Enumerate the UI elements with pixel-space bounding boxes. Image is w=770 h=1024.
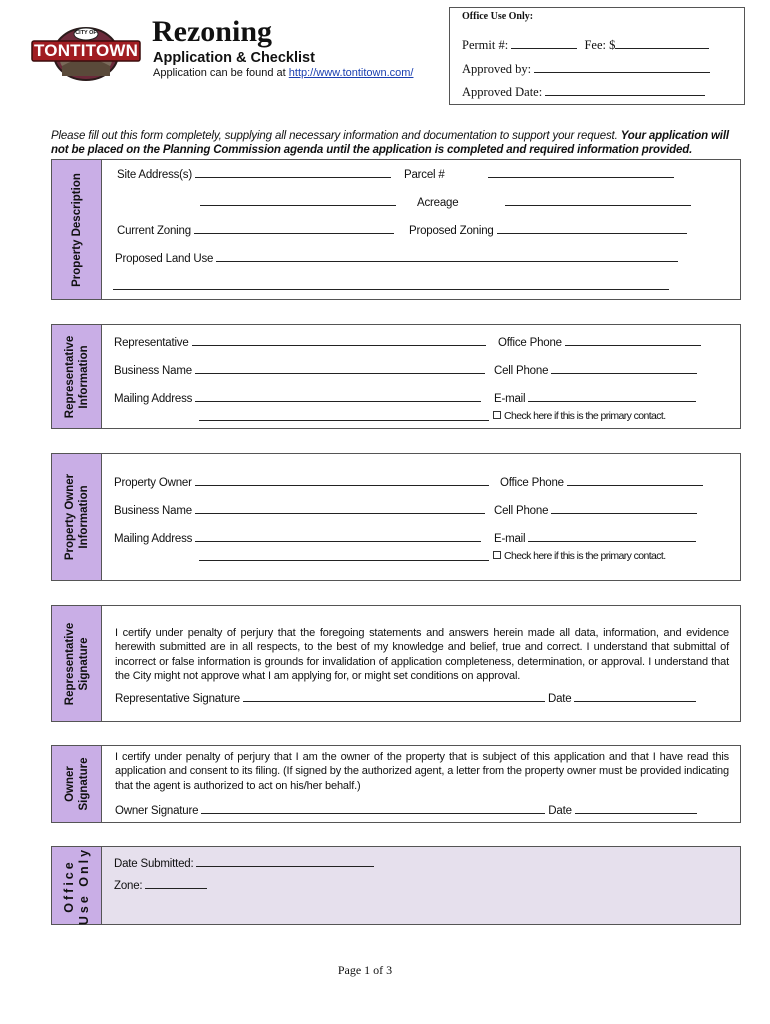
representative-mailing-row (114, 390, 481, 405)
permit-field[interactable] (511, 37, 577, 49)
property-description-tab (52, 160, 102, 299)
office-use-tab-line1: Office (61, 858, 76, 913)
representative-mailing-label: Mailing Address (114, 393, 193, 405)
approved-date-field[interactable] (545, 84, 705, 96)
zone-field[interactable] (145, 877, 207, 889)
fee-label: Fee: $ (584, 38, 616, 52)
representative-business-row (114, 362, 485, 377)
owner-tab-label (63, 474, 91, 560)
owner-office-phone-label: Office Phone (500, 477, 564, 489)
owner-certification-text: I certify under penalty of perjury that I am the owner of the property that is subject of this application and that I have read this application and consent to its filing. (If signed by the authorized agent, a letter from the property owner must be provided indicating that the agent is authorized to act on his/her behalf.) (115, 751, 729, 792)
website-link[interactable]: http://www.tontitown.com/ (288, 67, 414, 79)
representative-mailing-continued-field[interactable] (199, 409, 489, 421)
owner-mailing-continued-field[interactable] (199, 549, 489, 561)
owner-primary-contact[interactable] (493, 550, 666, 562)
office-use-tab-label (62, 846, 92, 924)
owner-signature-tab-line1: Owner (63, 766, 76, 802)
office-use-box (449, 7, 745, 105)
office-use-tab-line2: Use Only (76, 846, 91, 925)
representative-office-phone-label: Office Phone (498, 337, 562, 349)
owner-signature-tab-label (63, 757, 91, 810)
owner-cell-phone-label: Cell Phone (494, 505, 549, 517)
owner-tab-line1: Property Owner (63, 473, 76, 561)
owner-email-field[interactable] (528, 530, 696, 542)
current-zoning-row (117, 222, 394, 237)
application-location (153, 67, 413, 79)
representative-tab-line1: Representative (63, 335, 76, 418)
representative-date-field[interactable] (574, 690, 696, 702)
representative-section (51, 324, 741, 429)
representative-signature-tab-label (63, 622, 91, 704)
acreage-row (200, 194, 691, 209)
site-address-field[interactable] (195, 166, 391, 178)
acreage-label: Acreage (417, 197, 459, 209)
current-zoning-field[interactable] (194, 222, 394, 234)
page-number: Page 1 of 3 (337, 963, 393, 977)
proposed-zoning-row (409, 222, 687, 237)
representative-cell-phone-row (494, 362, 697, 377)
representative-tab-line2: Information (77, 344, 90, 409)
site-address-row (117, 166, 391, 181)
representative-business-label: Business Name (114, 365, 192, 377)
owner-cell-phone-field[interactable] (551, 502, 697, 514)
page-subtitle: Application & Checklist (153, 50, 315, 66)
representative-cell-phone-field[interactable] (551, 362, 697, 374)
owner-tab (52, 454, 102, 580)
owner-name-field[interactable] (195, 474, 489, 486)
representative-email-field[interactable] (528, 390, 696, 402)
representative-cell-phone-label: Cell Phone (494, 365, 549, 377)
owner-email-label: E-mail (494, 533, 526, 545)
owner-signature-tab (52, 746, 102, 822)
representative-signature-field[interactable] (243, 690, 545, 702)
owner-mailing-field[interactable] (195, 530, 481, 542)
representative-signature-section (51, 605, 741, 722)
owner-signature-row (115, 802, 697, 817)
date-submitted-label: Date Submitted: (114, 858, 194, 870)
zone-label: Zone: (114, 880, 143, 892)
owner-date-label: Date (548, 805, 572, 817)
zone-row (114, 877, 207, 892)
permit-label: Permit #: (462, 38, 509, 52)
office-use-tab (52, 847, 102, 924)
representative-name-field[interactable] (192, 334, 486, 346)
owner-cell-phone-row (494, 502, 697, 517)
parcel-field[interactable] (488, 166, 674, 178)
instructions-text: Please fill out this form completely, supplying all necessary information and documentation to support your request. (51, 130, 621, 142)
representative-name-label: Representative (114, 337, 189, 349)
approved-date-label: Approved Date: (462, 85, 543, 99)
representative-mailing-field[interactable] (195, 390, 481, 402)
logo-small-text: CITY OF (75, 30, 97, 36)
date-submitted-field[interactable] (196, 855, 374, 867)
permit-fee-row (462, 37, 709, 53)
representative-tab-label (63, 335, 91, 417)
proposed-zoning-label: Proposed Zoning (409, 225, 494, 237)
owner-business-label: Business Name (114, 505, 192, 517)
approved-by-label: Approved by: (462, 62, 532, 76)
owner-signature-label: Owner Signature (115, 805, 199, 817)
owner-section (51, 453, 741, 581)
representative-office-phone-field[interactable] (565, 334, 701, 346)
owner-name-label: Property Owner (114, 477, 192, 489)
proposed-land-use-field[interactable] (216, 250, 678, 262)
owner-tab-line2: Information (77, 485, 90, 549)
proposed-zoning-field[interactable] (497, 222, 687, 234)
approved-by-row (462, 61, 710, 77)
page-title: Rezoning (152, 15, 272, 48)
owner-signature-section (51, 745, 741, 823)
owner-date-field[interactable] (575, 802, 697, 814)
office-box-title: Office Use Only: (462, 11, 534, 22)
representative-signature-label: Representative Signature (115, 693, 240, 705)
representative-business-field[interactable] (195, 362, 485, 374)
owner-primary-checkbox[interactable] (493, 551, 501, 559)
instructions-bold-text: Your application will not be placed on the Planning Commission agenda until the application is completed and required information provided. (51, 130, 729, 156)
owner-mailing-row (114, 530, 481, 545)
logo-name: TONTITOWN (34, 41, 139, 60)
rep-signature-tab-line1: Representative (63, 622, 76, 705)
representative-email-row (494, 390, 696, 405)
representative-date-label: Date (547, 693, 572, 705)
found-prefix: Application can be found at (153, 67, 289, 79)
site-address-label: Site Address(s) (117, 169, 192, 181)
owner-office-phone-field[interactable] (567, 474, 703, 486)
representative-primary-contact[interactable] (493, 410, 666, 422)
owner-business-row (114, 502, 485, 517)
parcel-label: Parcel # (404, 169, 445, 181)
proposed-land-use-continued-field[interactable] (113, 278, 669, 290)
acreage-address-field[interactable] (200, 194, 396, 206)
fee-field[interactable] (615, 37, 709, 49)
approved-date-row (462, 84, 705, 100)
representative-primary-checkbox[interactable] (493, 411, 501, 419)
approved-by-field[interactable] (534, 61, 710, 73)
owner-primary-label: Check here if this is the primary contact. (504, 550, 666, 562)
owner-business-field[interactable] (195, 502, 485, 514)
representative-signature-row (115, 690, 696, 705)
date-submitted-row (114, 855, 374, 870)
owner-email-row (494, 530, 696, 545)
property-description-section (51, 159, 741, 300)
owner-mailing-label: Mailing Address (114, 533, 193, 545)
representative-signature-tab (52, 606, 102, 721)
proposed-land-use-row (115, 250, 678, 265)
property-description-tab-label: Property Description (70, 172, 83, 287)
owner-office-phone-row (500, 474, 703, 489)
instructions (51, 129, 745, 157)
owner-signature-field[interactable] (201, 802, 545, 814)
representative-name-row (114, 334, 486, 349)
current-zoning-label: Current Zoning (117, 225, 191, 237)
rep-signature-tab-line2: Signature (77, 636, 90, 691)
owner-signature-tab-line2: Signature (77, 757, 90, 811)
representative-certification-text: I certify under penalty of perjury that the foregoing statements and answers herein made all data, information, and evidence herewith submitted are in all respects, to the best of my knowledge and belief, true and correct. I understand that submittal of incorrect or false information is grounds for invalidation of application completeness, determination, or approval. I understand that the City might not approve what I am applying for, or might set conditions on approval. (115, 627, 729, 682)
owner-name-row (114, 474, 489, 489)
representative-tab (52, 325, 102, 428)
acreage-field[interactable] (505, 194, 691, 206)
city-logo (30, 22, 142, 82)
representative-email-label: E-mail (494, 393, 526, 405)
office-use-section (51, 846, 741, 925)
parcel-row (404, 166, 674, 181)
representative-office-phone-row (498, 334, 701, 349)
proposed-land-use-label: Proposed Land Use (115, 253, 214, 265)
representative-primary-label: Check here if this is the primary contact. (504, 410, 666, 422)
